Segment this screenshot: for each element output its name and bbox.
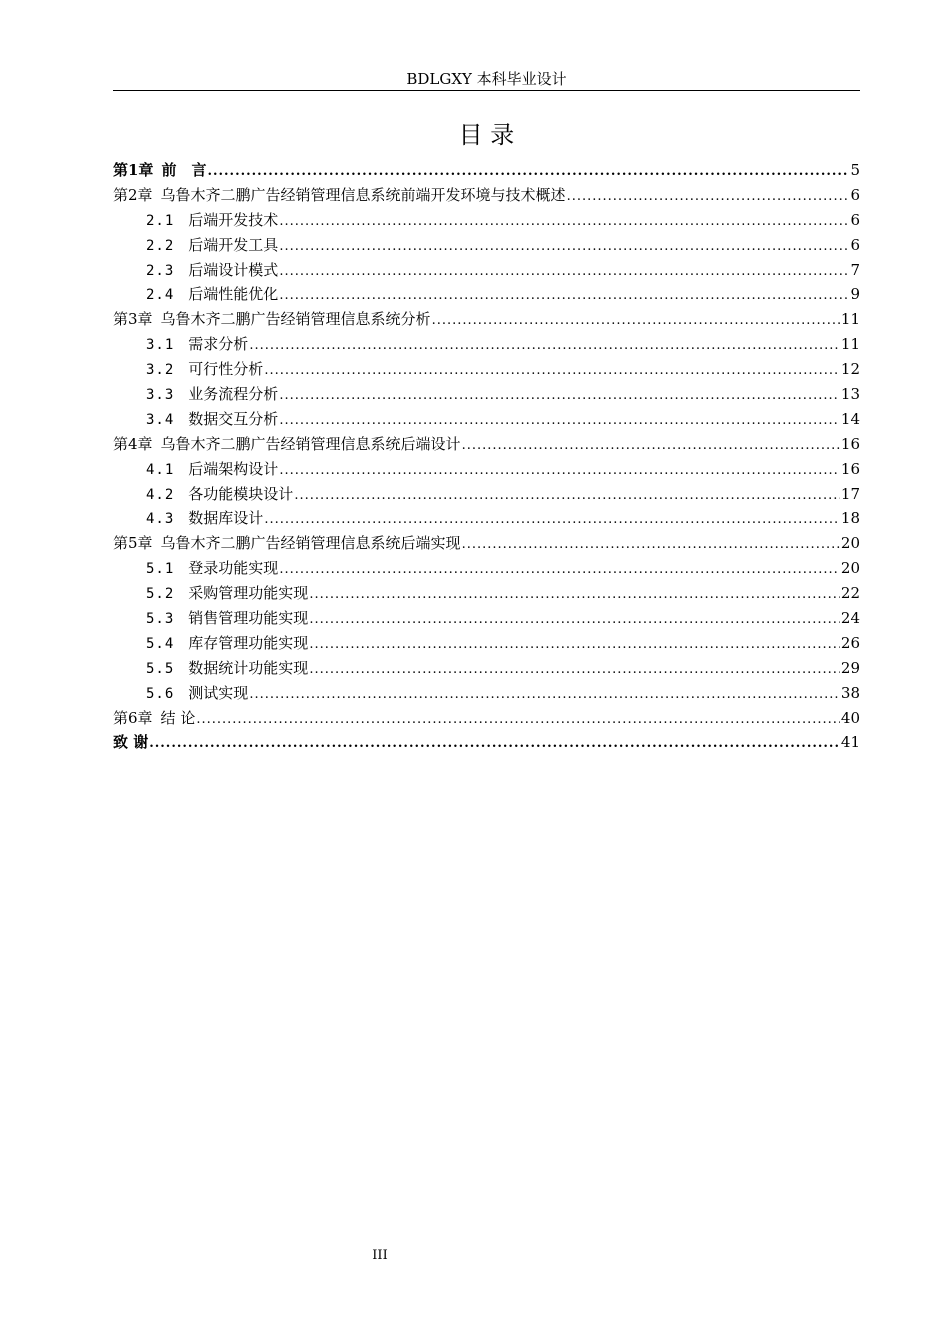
toc-entry-label: 数据交互分析 — [188, 409, 279, 428]
toc-entry-label: 可行性分析 — [188, 360, 264, 379]
toc-entry-number: 5.2 — [146, 586, 175, 603]
toc-entry-page: 12 — [840, 360, 860, 379]
toc-entry-page: 14 — [840, 409, 860, 428]
toc-leader-dots — [279, 215, 849, 228]
toc-entry-label: 需求分析 — [188, 335, 249, 354]
toc-entry-chapter[interactable] — [113, 158, 860, 183]
toc-entry-number: 5.3 — [146, 611, 175, 628]
toc-leader-dots — [279, 389, 840, 402]
toc-entry-page: 6 — [850, 185, 860, 204]
toc-entry-label: 登录功能实现 — [188, 559, 279, 578]
toc-entry-page: 18 — [840, 509, 860, 528]
toc-entry-label: 销售管理功能实现 — [188, 609, 309, 628]
toc-entry-number: 3.4 — [146, 411, 175, 428]
toc-entry-number: 第6章 — [113, 708, 153, 727]
toc-entry-number: 第3章 — [113, 310, 153, 329]
toc-entry-section[interactable] — [113, 208, 860, 233]
toc-entry-number: 第1章 — [113, 161, 154, 179]
toc-entry-number: 2.1 — [146, 212, 175, 229]
toc-leader-dots — [279, 289, 849, 302]
toc-leader-dots — [249, 688, 840, 701]
toc-title: 目 录 — [458, 121, 515, 149]
toc-entry-label: 各功能模块设计 — [188, 484, 294, 503]
toc-entry-page: 13 — [840, 385, 860, 404]
toc-entry-page: 17 — [840, 484, 860, 503]
toc-entry-label: 乌鲁木齐二鹏广告经销管理信息系统后端实现 — [160, 534, 461, 553]
toc-entry-label: 后端性能优化 — [188, 285, 279, 304]
toc-entry-number: 3.1 — [146, 337, 175, 354]
page-header: BDLGXY 本科毕业设计 — [406, 70, 567, 88]
toc-leader-dots — [207, 165, 849, 178]
toc-entry-label: 乌鲁木齐二鹏广告经销管理信息系统后端设计 — [160, 434, 461, 453]
toc-entry-label: 后端架构设计 — [188, 459, 279, 478]
toc-leader-dots — [309, 638, 840, 651]
toc-entry-number: 5.1 — [146, 561, 175, 578]
toc-entry-section[interactable] — [113, 382, 860, 407]
toc-entry-section[interactable] — [113, 506, 860, 531]
toc-entry-section[interactable] — [113, 457, 860, 482]
toc-entry-section[interactable] — [113, 581, 860, 606]
toc-entry-label: 采购管理功能实现 — [188, 584, 309, 603]
table-of-contents — [113, 158, 860, 755]
toc-entry-page: 7 — [850, 260, 860, 279]
toc-entry-section[interactable] — [113, 482, 860, 507]
toc-entry-page: 26 — [840, 633, 860, 652]
toc-leader-dots — [264, 364, 840, 377]
page-number: III — [372, 1248, 388, 1263]
header-rule — [113, 90, 860, 91]
toc-entry-page: 6 — [850, 235, 860, 254]
toc-entry-page: 9 — [850, 285, 860, 304]
toc-entry-page: 16 — [840, 434, 860, 453]
toc-leader-dots — [279, 464, 840, 477]
toc-entry-number: 3.2 — [146, 362, 175, 379]
toc-entry-chapter[interactable] — [113, 432, 860, 457]
toc-entry-section[interactable] — [113, 606, 860, 631]
toc-entry-label: 致 谢 — [113, 733, 149, 752]
toc-entry-number: 3.3 — [146, 387, 175, 404]
toc-entry-label: 后端开发工具 — [188, 235, 279, 254]
toc-entry-page: 11 — [840, 335, 860, 354]
toc-entry-section[interactable] — [113, 357, 860, 382]
toc-entry-label: 后端设计模式 — [188, 260, 279, 279]
toc-entry-number: 5.5 — [146, 660, 175, 677]
toc-leader-dots — [309, 588, 840, 601]
toc-entry-page: 11 — [840, 310, 860, 329]
toc-entry-page: 41 — [840, 733, 860, 752]
toc-entry-label: 库存管理功能实现 — [188, 633, 309, 652]
toc-entry-label: 后端开发技术 — [188, 210, 279, 229]
toc-leader-dots — [462, 439, 840, 452]
toc-entry-section[interactable] — [113, 681, 860, 706]
toc-leader-dots — [309, 663, 840, 676]
toc-entry-number: 4.1 — [146, 461, 175, 478]
toc-entry-number: 5.6 — [146, 685, 175, 702]
toc-entry-number: 第5章 — [113, 534, 153, 553]
toc-entry-section[interactable] — [113, 407, 860, 432]
toc-leader-dots — [149, 737, 840, 750]
toc-leader-dots — [309, 613, 840, 626]
toc-entry-page: 6 — [850, 210, 860, 229]
toc-entry-label: 前 言 — [161, 161, 207, 179]
toc-entry-page: 24 — [840, 609, 860, 628]
toc-entry-label: 结 论 — [160, 708, 196, 727]
toc-leader-dots — [264, 513, 840, 526]
toc-entry-section[interactable] — [113, 258, 860, 283]
toc-entry-section[interactable] — [113, 556, 860, 581]
toc-entry-page: 29 — [840, 658, 860, 677]
toc-leader-dots — [462, 538, 840, 551]
toc-entry-page: 38 — [840, 683, 860, 702]
toc-leader-dots — [196, 713, 840, 726]
toc-entry-section[interactable] — [113, 631, 860, 656]
toc-entry-page: 22 — [840, 584, 860, 603]
toc-leader-dots — [567, 190, 850, 203]
toc-entry-label: 测试实现 — [188, 683, 249, 702]
toc-entry-chapter[interactable] — [113, 183, 860, 208]
toc-entry-label: 数据统计功能实现 — [188, 658, 309, 677]
toc-entry-number: 第2章 — [113, 185, 153, 204]
toc-entry-page: 20 — [840, 559, 860, 578]
toc-entry-number: 4.2 — [146, 486, 175, 503]
toc-entry-page: 20 — [840, 534, 860, 553]
toc-entry-label: 乌鲁木齐二鹏广告经销管理信息系统前端开发环境与技术概述 — [160, 185, 566, 204]
toc-entry-section[interactable] — [113, 656, 860, 681]
toc-entry-number: 5.4 — [146, 635, 175, 652]
toc-entry-chapter[interactable] — [113, 730, 860, 755]
toc-entry-number: 2.2 — [146, 237, 175, 254]
toc-leader-dots — [279, 265, 849, 278]
toc-entry-chapter[interactable] — [113, 307, 860, 332]
toc-entry-number: 第4章 — [113, 434, 153, 453]
toc-entry-page: 40 — [840, 708, 860, 727]
toc-leader-dots — [279, 414, 840, 427]
toc-entry-section[interactable] — [113, 233, 860, 258]
toc-entry-label: 业务流程分析 — [188, 385, 279, 404]
toc-entry-number: 2.3 — [146, 262, 175, 279]
toc-leader-dots — [432, 314, 840, 327]
toc-leader-dots — [249, 339, 840, 352]
toc-entry-number: 2.4 — [146, 287, 175, 304]
toc-entry-label: 数据库设计 — [188, 509, 264, 528]
toc-entry-number: 4.3 — [146, 511, 175, 528]
toc-leader-dots — [279, 240, 849, 253]
toc-leader-dots — [279, 563, 840, 576]
toc-entry-section[interactable] — [113, 332, 860, 357]
toc-entry-label: 乌鲁木齐二鹏广告经销管理信息系统分析 — [160, 310, 431, 329]
toc-entry-page: 5 — [850, 161, 860, 179]
toc-leader-dots — [294, 489, 840, 502]
toc-entry-chapter[interactable] — [113, 531, 860, 556]
toc-entry-page: 16 — [840, 459, 860, 478]
toc-entry-chapter[interactable] — [113, 706, 860, 731]
toc-entry-section[interactable] — [113, 282, 860, 307]
